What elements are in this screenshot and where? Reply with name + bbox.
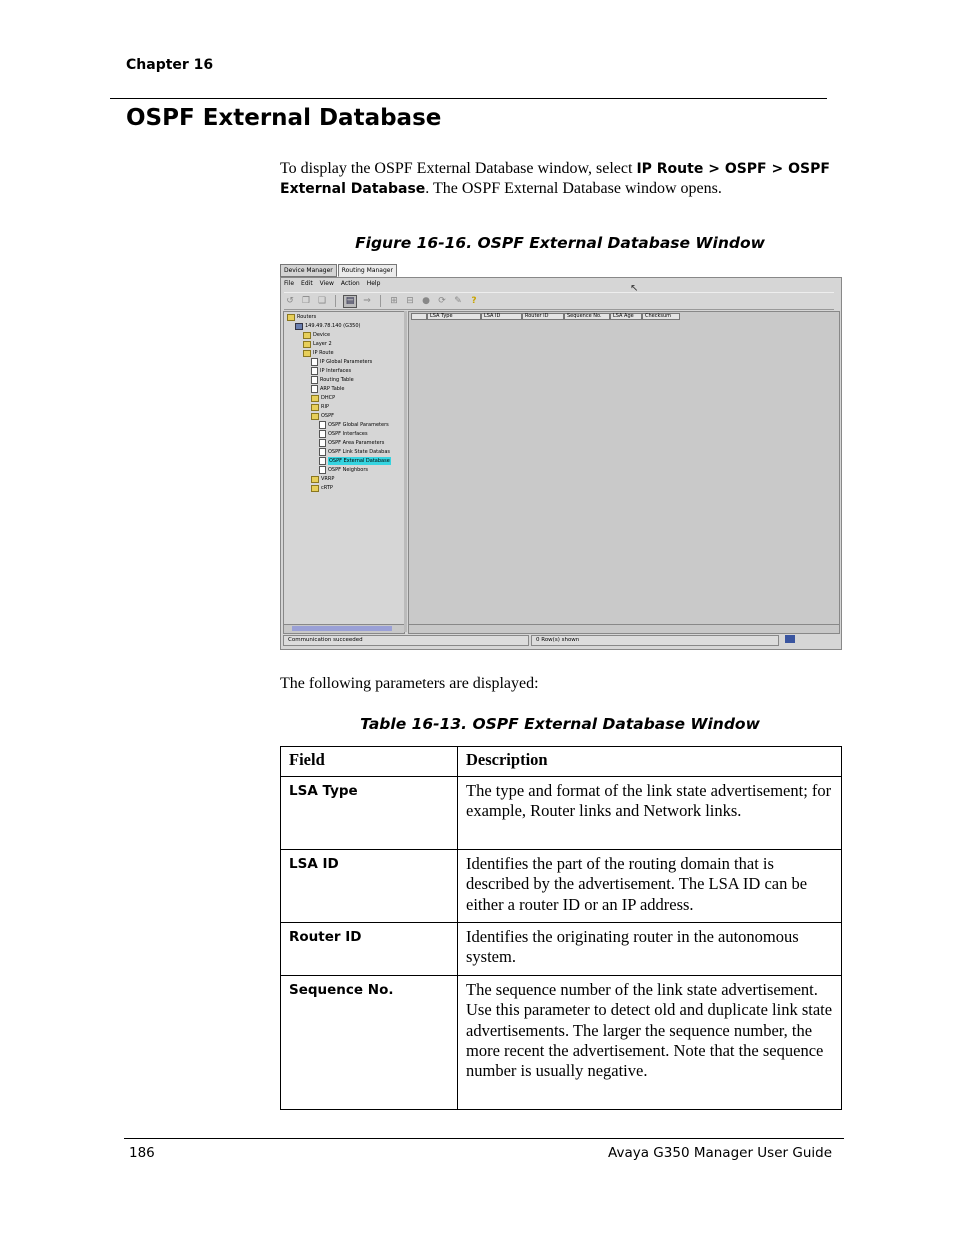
- undo-icon[interactable]: ↺: [286, 295, 294, 306]
- folder-icon: [303, 350, 311, 357]
- tab-routing-manager[interactable]: Routing Manager: [338, 264, 397, 277]
- header-rule: [110, 98, 827, 99]
- tree-item-label: OSPF External Database: [329, 458, 390, 464]
- document-icon: [311, 376, 318, 384]
- parameters-table: [280, 746, 842, 1110]
- menu-edit[interactable]: Edit: [301, 280, 313, 287]
- tree-item[interactable]: [311, 484, 333, 492]
- intro-text-before: To display the OSPF External Database window, select: [280, 160, 637, 177]
- tree-item-label: IP Interfaces: [320, 368, 352, 374]
- tree-item[interactable]: [311, 412, 334, 420]
- menu-action[interactable]: Action: [340, 280, 360, 287]
- tree-item-label: Device: [313, 332, 331, 338]
- folder-icon: [311, 395, 319, 402]
- tree-item-label: OSPF Interfaces: [328, 431, 368, 437]
- menu-bar: [284, 280, 380, 287]
- tree-item-label: IP Global Parameters: [320, 359, 373, 365]
- tree-item[interactable]: [311, 367, 351, 375]
- tree-item-label: IP Route: [313, 350, 334, 356]
- menu-help[interactable]: Help: [366, 280, 381, 287]
- tree-item[interactable]: [311, 475, 334, 483]
- tree-item[interactable]: [303, 349, 334, 357]
- header-description: Description: [458, 747, 842, 777]
- table-header-row: [281, 747, 842, 777]
- tree-item[interactable]: [319, 457, 391, 465]
- tree-item-label: OSPF Area Parameters: [328, 440, 385, 446]
- database-table: [408, 311, 840, 626]
- table-view-icon[interactable]: ▤: [343, 295, 357, 308]
- document-icon: [319, 457, 326, 465]
- field-description: Identifies the originating router in the autonomous system.: [458, 923, 842, 976]
- tree-item[interactable]: [287, 313, 316, 321]
- app-tabs: [280, 264, 398, 277]
- navigation-tree: [283, 311, 405, 626]
- tree-item-label: Layer 2: [313, 341, 332, 347]
- tree-item[interactable]: [319, 466, 368, 474]
- table-row: [281, 850, 842, 923]
- folder-icon: [311, 476, 319, 483]
- toolbar-separator: [335, 295, 336, 307]
- field-name: LSA ID: [281, 850, 458, 923]
- guide-title: Avaya G350 Manager User Guide: [608, 1145, 832, 1161]
- column-header-lsa-type[interactable]: LSA Type: [427, 313, 481, 320]
- folder-icon: [287, 314, 295, 321]
- tree-item-label: DHCP: [321, 395, 336, 401]
- tree-item[interactable]: [311, 376, 354, 384]
- intro-menu-path: IP Route > OSPF > OSPF External Database: [280, 161, 830, 197]
- delete-row-icon[interactable]: ⊟: [406, 295, 414, 306]
- column-header-sequence-no[interactable]: Sequence No.: [564, 313, 610, 320]
- figure-caption: Figure 16-16. OSPF External Database Window: [355, 234, 765, 252]
- navigate-icon[interactable]: ⇒: [363, 295, 371, 306]
- paste-icon[interactable]: ❑: [317, 295, 327, 306]
- tab-device-manager[interactable]: Device Manager: [280, 264, 337, 277]
- column-header-row: [411, 313, 680, 320]
- table-horizontal-scrollbar[interactable]: [408, 624, 840, 634]
- document-icon: [319, 439, 326, 447]
- field-description: Identifies the part of the routing domain that is described by the advertisement. The LSA ID can be either a router ID or an IP address.: [458, 850, 842, 923]
- row-count: 0 Row(s) shown: [531, 635, 779, 646]
- refresh-icon[interactable]: ⟳: [438, 295, 446, 306]
- toolbar: [284, 292, 834, 310]
- field-name: LSA Type: [281, 777, 458, 850]
- menu-view[interactable]: View: [319, 280, 334, 287]
- toolbar-separator: [380, 295, 381, 307]
- tree-horizontal-scrollbar[interactable]: [283, 624, 405, 634]
- document-icon: [311, 367, 318, 375]
- column-header-lsa-age[interactable]: LSA Age: [610, 313, 642, 320]
- mouse-cursor-icon: ↖: [630, 283, 639, 294]
- screenshot-figure: [280, 264, 842, 649]
- field-description: The type and format of the link state advertisement; for example, Router links and Network links.: [458, 777, 842, 850]
- tree-item[interactable]: [303, 340, 332, 348]
- folder-icon: [303, 341, 311, 348]
- intro-paragraph: [280, 159, 840, 199]
- tree-item-label: VRRP: [321, 476, 335, 482]
- document-icon: [319, 421, 326, 429]
- tree-item-label: OSPF Link State Databas: [328, 449, 391, 455]
- pane-splitter[interactable]: [404, 311, 407, 632]
- tree-item-label: cRTP: [321, 485, 333, 491]
- table-row: [281, 777, 842, 850]
- folder-icon: [311, 485, 319, 492]
- page-title: OSPF External Database: [126, 105, 442, 131]
- tree-item[interactable]: [319, 439, 384, 447]
- column-header-checksum[interactable]: Checksum: [642, 313, 680, 320]
- tree-item-label: OSPF: [321, 413, 335, 419]
- chapter-label: Chapter 16: [126, 57, 214, 73]
- table-caption: Table 16-13. OSPF External Database Window: [360, 715, 760, 733]
- tree-item[interactable]: [311, 385, 344, 393]
- add-row-icon[interactable]: ⊞: [390, 295, 398, 306]
- tree-item-label: OSPF Global Parameters: [328, 422, 389, 428]
- help-icon[interactable]: ?: [471, 295, 477, 306]
- document-icon: [319, 466, 326, 474]
- field-description: The sequence number of the link state advertisement. Use this parameter to detect old and duplicate link state advertisements. The larger the sequence number, the more recent the advertisement. Note that the sequence number is usually negative.: [458, 976, 842, 1110]
- document-icon: [319, 430, 326, 438]
- edit-icon[interactable]: ✎: [454, 295, 462, 306]
- copy-icon[interactable]: ❐: [301, 295, 311, 306]
- tree-item[interactable]: [311, 403, 329, 411]
- stop-icon[interactable]: ●: [422, 295, 430, 306]
- tree-item-label: 149.49.78.140 (G350): [305, 323, 361, 329]
- status-message: Communication succeeded: [283, 635, 529, 646]
- column-header-select[interactable]: [411, 313, 427, 320]
- table-row: [281, 923, 842, 976]
- field-name: Sequence No.: [281, 976, 458, 1110]
- table-row: [281, 976, 842, 1110]
- router-icon: [295, 323, 303, 330]
- folder-icon: [311, 413, 319, 420]
- field-name: Router ID: [281, 923, 458, 976]
- tree-item[interactable]: [319, 430, 368, 438]
- tree-item[interactable]: [311, 394, 335, 402]
- page-number: 186: [129, 1145, 155, 1161]
- tree-item[interactable]: [319, 448, 390, 456]
- column-header-lsa-id[interactable]: LSA ID: [481, 313, 522, 320]
- folder-icon: [303, 332, 311, 339]
- tree-item-label: OSPF Neighbors: [328, 467, 369, 473]
- document-icon: [311, 358, 318, 366]
- tree-item-label: RIP: [321, 404, 329, 410]
- status-bar: [283, 635, 839, 646]
- column-header-router-id[interactable]: Router ID: [522, 313, 564, 320]
- tree-item-label: Routing Table: [320, 377, 354, 383]
- footer-rule: [124, 1138, 844, 1139]
- menu-file[interactable]: File: [284, 280, 295, 287]
- tree-item[interactable]: [311, 358, 372, 366]
- connection-status-icon: [785, 635, 795, 643]
- tree-item-label: Routers: [297, 314, 317, 320]
- tree-item[interactable]: [319, 421, 389, 429]
- tree-item[interactable]: [303, 331, 330, 339]
- document-icon: [319, 448, 326, 456]
- tree-item-label: ARP Table: [320, 386, 345, 392]
- header-field: Field: [281, 747, 458, 777]
- folder-icon: [311, 404, 319, 411]
- parameters-intro: The following parameters are displayed:: [280, 675, 539, 692]
- tree-item[interactable]: [295, 322, 361, 330]
- document-icon: [311, 385, 318, 393]
- app-window: [280, 277, 842, 650]
- tree-scroll-thumb[interactable]: [292, 626, 392, 631]
- intro-text-after: . The OSPF External Database window opens.: [425, 180, 722, 197]
